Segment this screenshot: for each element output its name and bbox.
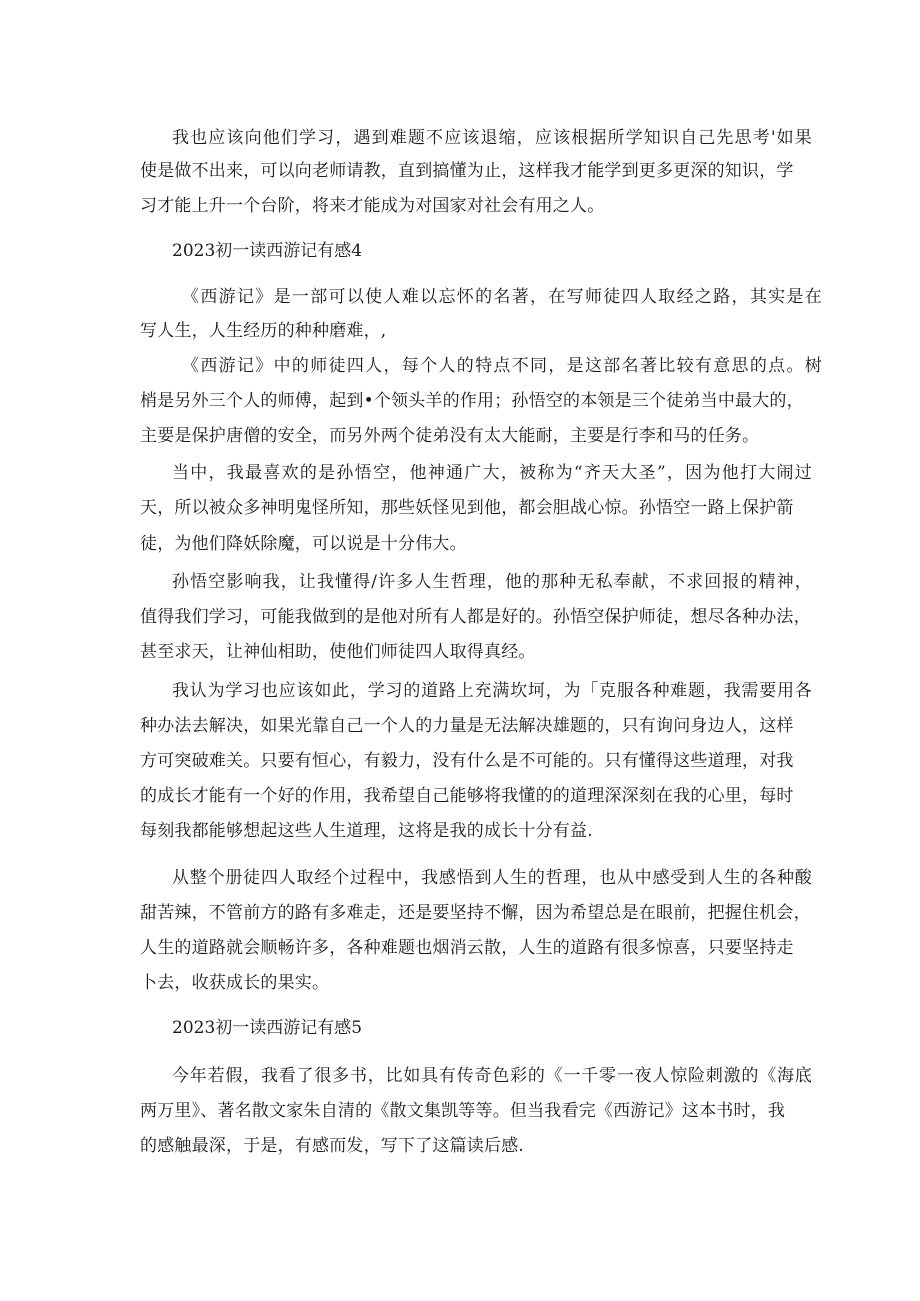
- paragraph-line: 梢是另外三个人的师傅，起到•个领头羊的作用；孙悟空的本领是三个徒弟当中最大的，: [140, 391, 804, 411]
- paragraph-line: 使是做不出来，可以向老师请教，直到搞懂为止，这样我才能学到更多更深的知识，学: [140, 161, 794, 181]
- paragraph-line: 从整个册徒四人取经个过程中，我感悟到人生的哲理，也从中感受到人生的各种酸: [172, 868, 812, 888]
- paragraph-line: 孙悟空影响我，让我懂得/许多人生哲理，他的那种无私奉献，不求回报的精神，: [172, 572, 812, 592]
- section-heading: 2023初一读西游记有感4: [172, 241, 363, 261]
- paragraph-line: 两万里》、著名散文家朱自清的《散文集凯等等。但当我看完《西游记》这本书时，我: [140, 1101, 786, 1121]
- paragraph-line: 的成长才能有一个好的作用，我希望自己能够将我懂的的道理深深刻在我的心里，每时: [140, 786, 794, 806]
- paragraph-line: 卜去，收获成长的果实。: [140, 973, 330, 993]
- paragraph-line: 甚至求天，让神仙相助，使他们师徒四人取得真经。: [140, 642, 536, 662]
- paragraph-line: 主要是保护唐僧的安全，而另外两个徒弟没有太大能耐，主要是行李和马的任务。: [140, 426, 760, 446]
- paragraph-line: 《西游记》是一部可以使人难以忘怀的名著，在写师徒四人取经之路，其实是在: [182, 287, 822, 307]
- paragraph-line: 习才能上升一个台阶，将来才能成为对国家对社会有用之人。: [140, 196, 605, 216]
- paragraph-line: 甜苦辣，不管前方的路有多难走，还是要坚持不懈，因为希望总是在眼前，把握住机会，: [140, 903, 811, 923]
- paragraph-line: 每刻我都能够想起这些人生道理，这将是我的成长十分有益.: [140, 821, 593, 841]
- paragraph-line: 人生的道路就会顺畅许多，各种难题也烟消云散，人生的道路有很多惊喜，只要坚持走: [140, 938, 794, 958]
- paragraph-line: 方可突破难关。只要有恒心，有毅力，没有什么是不可能的。只有懂得这些道理，对我: [140, 751, 794, 771]
- paragraph-line: 今年若假，我看了很多书，比如具有传奇色彩的《一千零一夜人惊险刺激的《海底: [172, 1066, 812, 1086]
- paragraph-line: 值得我们学习，可能我做到的是他对所有人都是好的。孙悟空保护师徒，想尽各种办法，: [140, 607, 811, 627]
- paragraph-line: 种办法去解决，如果光靠自己一个人的力量是无法解决雄题的，只有询问身边人，这样: [140, 716, 794, 736]
- paragraph-line: 写人生，人生经历的种种磨难，,: [140, 321, 387, 341]
- paragraph-line: 徒，为他们降妖除魔，可以说是十分伟大。: [140, 534, 467, 554]
- section-heading: 2023初一读西游记有感5: [172, 1018, 363, 1038]
- paragraph-line: 我也应该向他们学习，遇到难题不应该退缩，应该根据所学知识自己先思考'如果: [172, 128, 812, 148]
- paragraph-line: 的感触最深，于是，有感而发，写下了这篇读后感.: [140, 1136, 525, 1156]
- paragraph-line: 我认为学习也应该如此，学习的道路上充满坎坷，为「克服各种难题，我需要用各: [172, 681, 812, 701]
- paragraph-line: 当中，我最喜欢的是孙悟空，他神通广大，被称为“齐天大圣”，因为他打大闹过: [172, 463, 812, 483]
- paragraph-line: 天，所以被众多神明鬼怪所知，那些妖怪见到他，都会胆战心惊。孙悟空一路上保护箭: [140, 498, 794, 518]
- paragraph-line: 《西游记》中的师徒四人，每个人的特点不同，是这部名著比较有意思的点。树: [182, 356, 822, 376]
